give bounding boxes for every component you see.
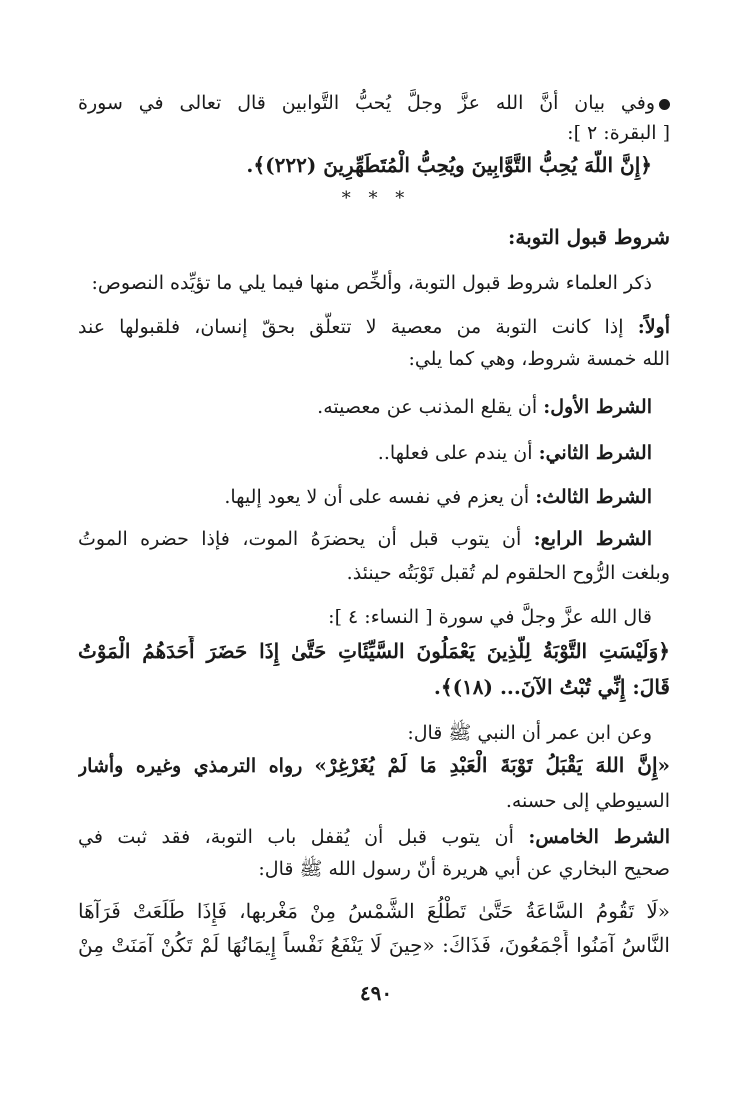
condition-1: الشرط الأول: أن يقلع المذنب عن معصيته. [317,396,652,418]
point-label: أولاً: [637,316,670,338]
intro-line-2: [ البقرة: ٢ ]: [567,122,670,144]
paragraph-first-line-2: الله خمسة شروط، وهي كما يلي: [408,348,670,370]
quran-verse-2-line-2: قَالَ: إِنِّي تُبْتُ الآنَ... (١٨)﴾. [433,675,670,699]
condition-2-label: الشرط الثاني: [538,442,652,464]
hadith-1-line-1 [78,750,670,781]
paragraph-first-line: أولاً: إذا كانت التوبة من معصية لا تتعلَّق بحقّ إنسان، فلقبولها عند [78,316,670,338]
hadith-1-line-2: السيوطي إلى حسنه. [505,790,670,812]
condition-4-line-2: وبلغت الرُّوح الحلقوم لم تُقبل تَوْبَتُه حينئذ. [346,562,670,584]
quran-intro: قال الله عزَّ وجلَّ في سورة [ النساء: ٤ ]: [328,606,652,628]
condition-4: الشرط الرابع: أن يتوب قبل أن يحضرَهُ الموت، فإذا حضره الموتُ [78,528,652,550]
quran-verse-2-line-1: ﴿وَلَيْسَتِ التَّوْبَةُ لِلَّذِينَ يَعْمَلُونَ السَّيِّئَاتِ حَتَّىٰ إِذَا حَضَرَ أَحَدَهُمُ الْمَوْتُ [78,639,670,663]
condition-1-label: الشرط الأول: [543,396,652,418]
section-divider-stars: * * * [341,188,411,209]
quran-verse-1: ﴿إِنَّ اللَّهَ يُحِبُّ التَّوَّابِينَ ويُحِبُّ الْمُتَطَهِّرِينَ (٢٢٢)﴾. [246,153,652,177]
condition-5-line-2: صحيح البخاري عن أبي هريرة أنّ رسول الله ﷺ قال: [258,858,670,880]
condition-4-label: الشرط الرابع: [533,528,652,550]
condition-2: الشرط الثاني: أن يندم على فعلها.. [377,442,652,464]
bullet-icon [659,99,670,110]
condition-5-label: الشرط الخامس: [528,826,670,848]
hadith-1-text: «إِنَّ اللهَ يَقْبَلُ تَوْبَةَ الْعَبْدِ مَا لَمْ يُغَرْغِرْ» [314,753,670,777]
hadith-2-line-1: «لَا تَقُومُ السَّاعَةُ حَتَّىٰ تَطْلُعَ الشَّمْسُ مِنْ مَغْربها، فَإِذَا طَلَعَتْ فَرَآهَا [78,899,670,923]
hadith-intro-1: وعن ابن عمر أن النبي ﷺ قال: [407,722,652,744]
intro-line-1: وفي بيان أنَّ الله عزَّ وجلَّ يُحبُّ التَّوابين قال تعالى في سورة [78,88,670,118]
page-number: ٤٩٠ [359,981,393,1005]
condition-5: الشرط الخامس: أن يتوب قبل أن يُقفل باب التوبة، فقد ثبت في [78,826,670,848]
hadith-1-source: رواه الترمذي وغيره وأشار [78,755,303,777]
condition-3-label: الشرط الثالث: [535,486,652,508]
paragraph-intro: ذكر العلماء شروط قبول التوبة، وألخِّص منها فيما يلي ما تؤيِّده النصوص: [91,272,652,294]
condition-3: الشرط الثالث: أن يعزم في نفسه على أن لا يعود إليها. [224,486,652,508]
hadith-2-line-2: النَّاسُ آمَنُوا أَجْمَعُونَ، فَذَاكَ: «حِينَ لَا يَنْفَعُ نَفْساً إِيمَانُهَا لَمْ تَكُنْ آمَنَتْ مِنْ [78,933,670,957]
section-heading: شروط قبول التوبة: [507,225,670,249]
